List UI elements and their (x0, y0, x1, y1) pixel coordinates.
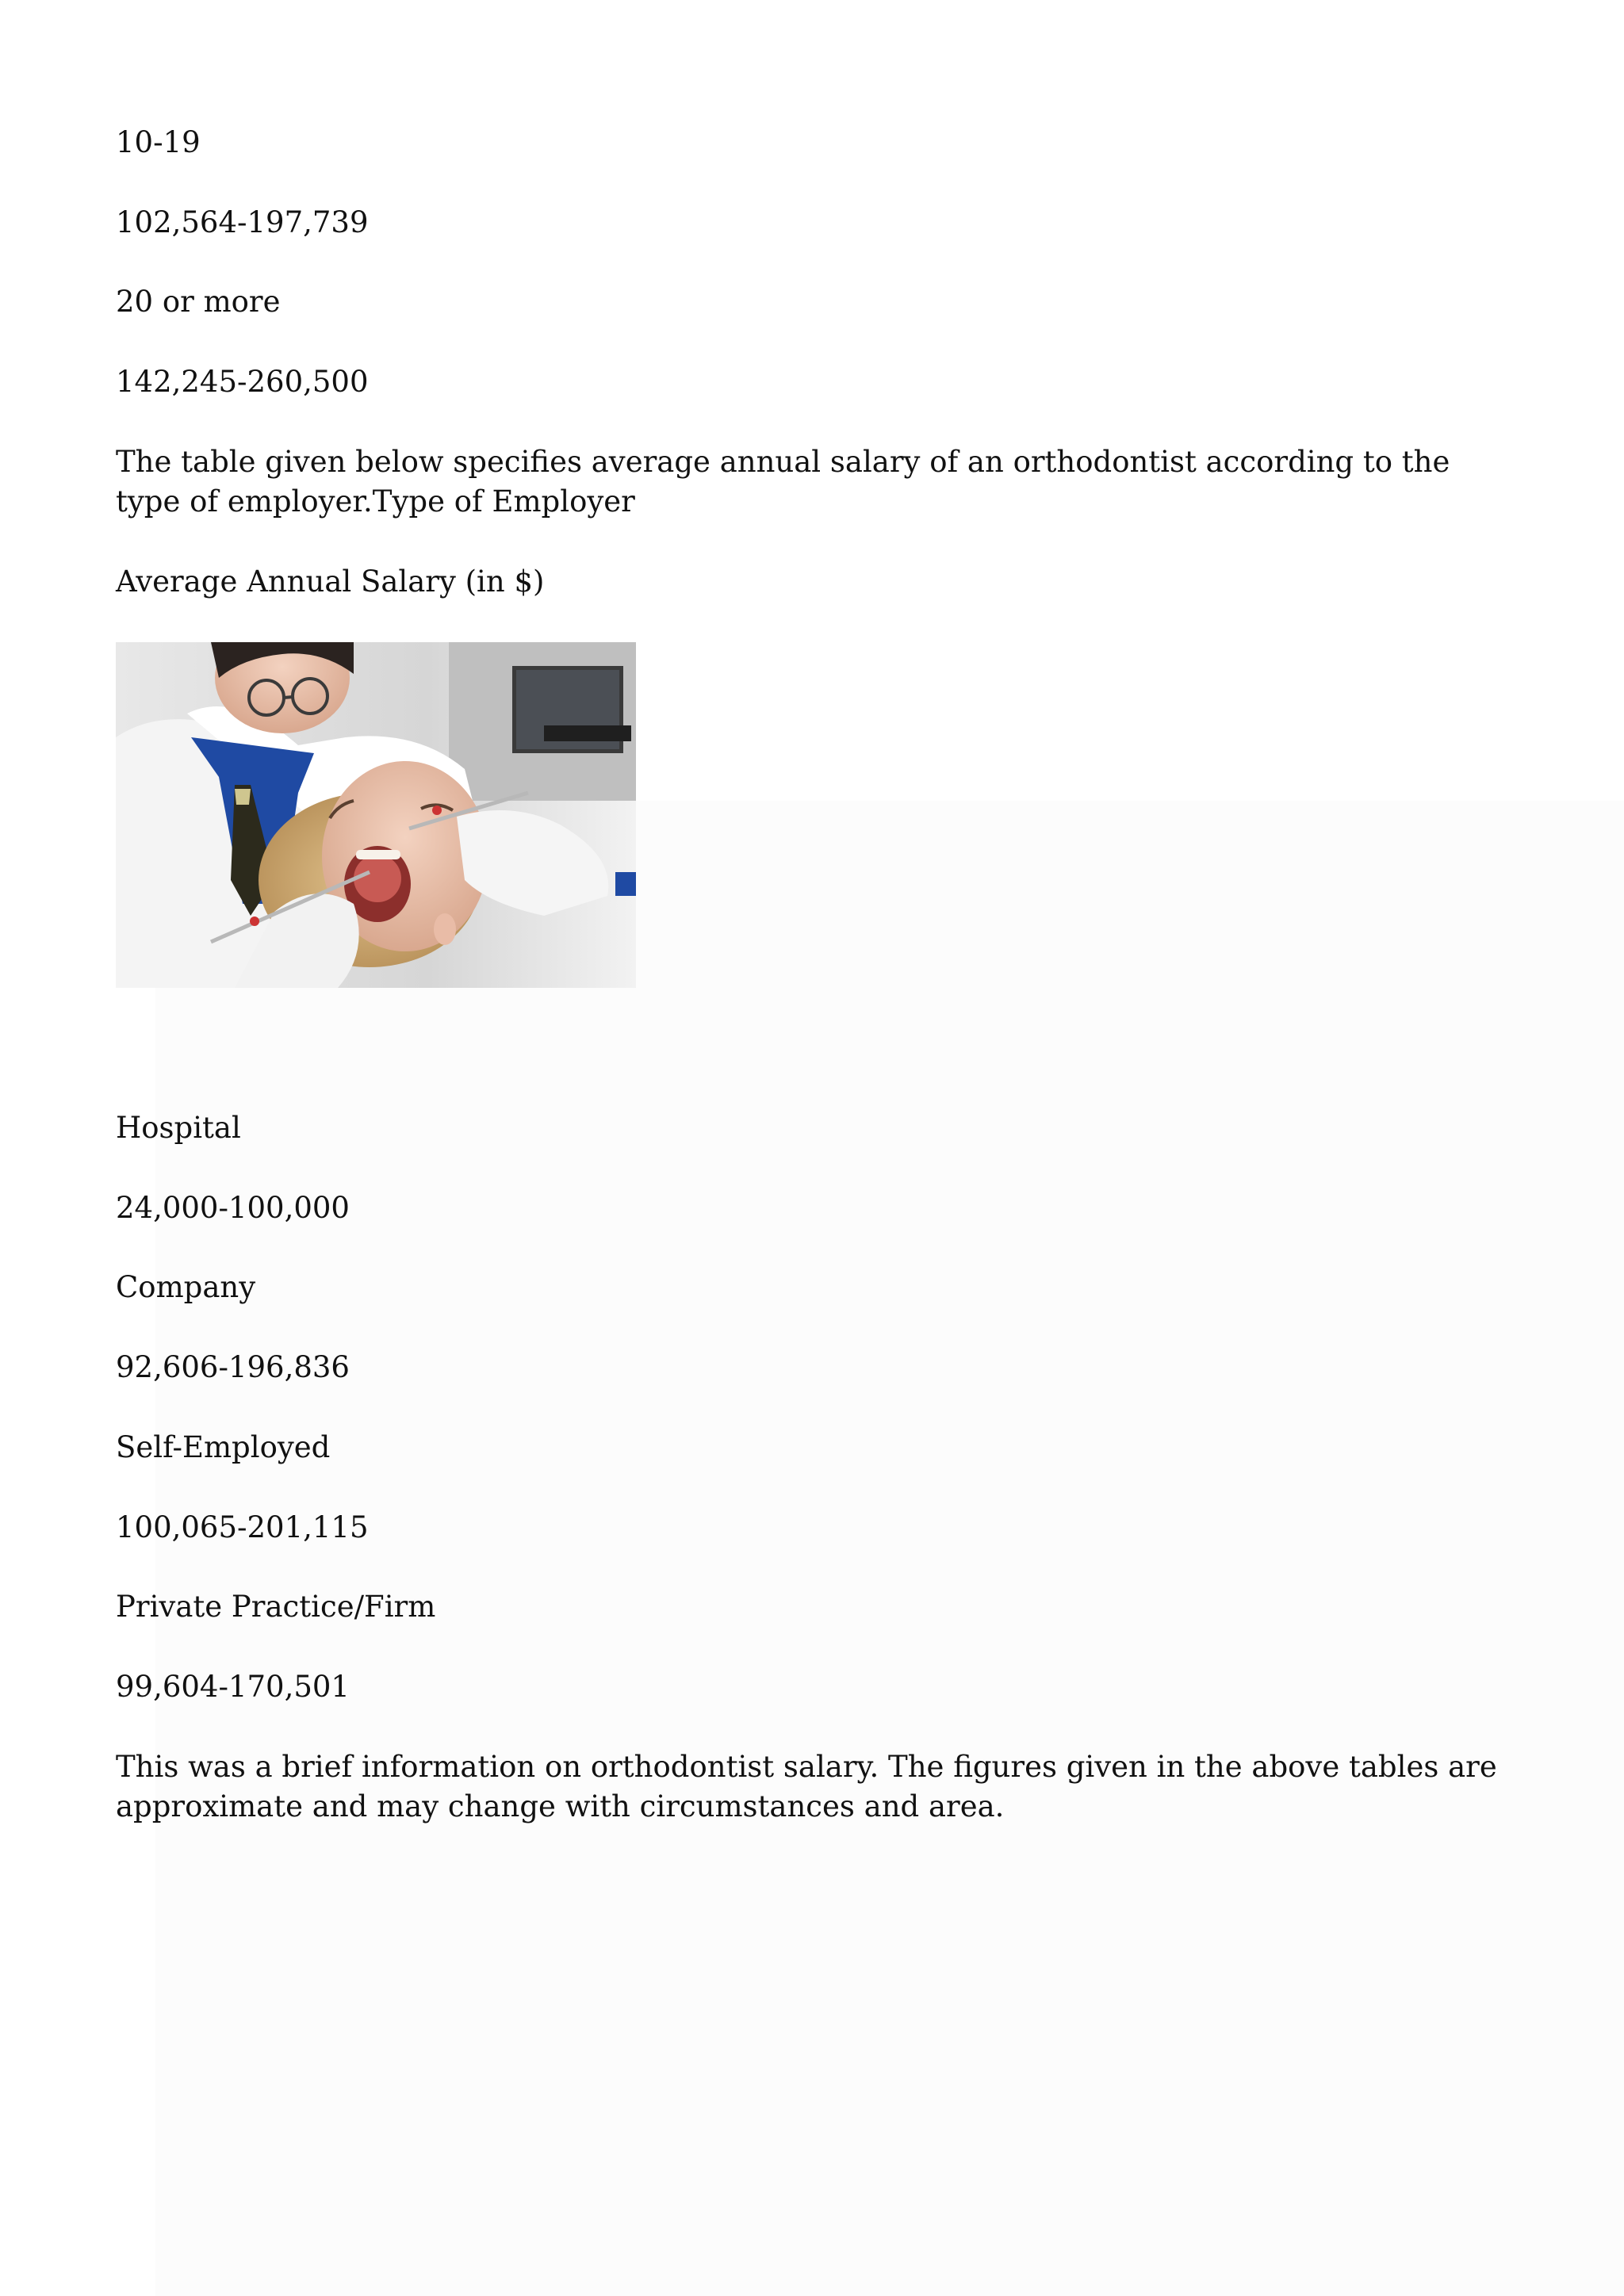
experience-range-label: 20 or more (116, 285, 281, 319)
intro-paragraph: The table given below specifies average annual salary of an orthodontist according to the type of employer.Type of Employer (116, 445, 1450, 519)
closing-paragraph: This was a brief information on orthodontist salary. The figures given in the above tables are approximate and may change with circumstances and area. (116, 1750, 1497, 1823)
experience-range-label: 10-19 (116, 125, 201, 159)
employer-type: Private Practice/Firm (116, 1590, 436, 1624)
employer-salary: 24,000-100,000 (116, 1191, 350, 1225)
table-header: Average Annual Salary (in $) (116, 564, 545, 599)
employer-type: Hospital (116, 1111, 241, 1145)
employer-type: Self-Employed (116, 1430, 331, 1464)
employer-type: Company (116, 1270, 256, 1304)
experience-salary-value: 102,564-197,739 (116, 205, 369, 239)
employer-salary: 99,604-170,501 (116, 1670, 350, 1704)
employer-salary: 100,065-201,115 (116, 1510, 369, 1544)
experience-salary-value: 142,245-260,500 (116, 365, 369, 399)
dentist-photo (116, 642, 636, 988)
page-background-shade (155, 801, 1624, 2296)
employer-salary: 92,606-196,836 (116, 1350, 350, 1384)
